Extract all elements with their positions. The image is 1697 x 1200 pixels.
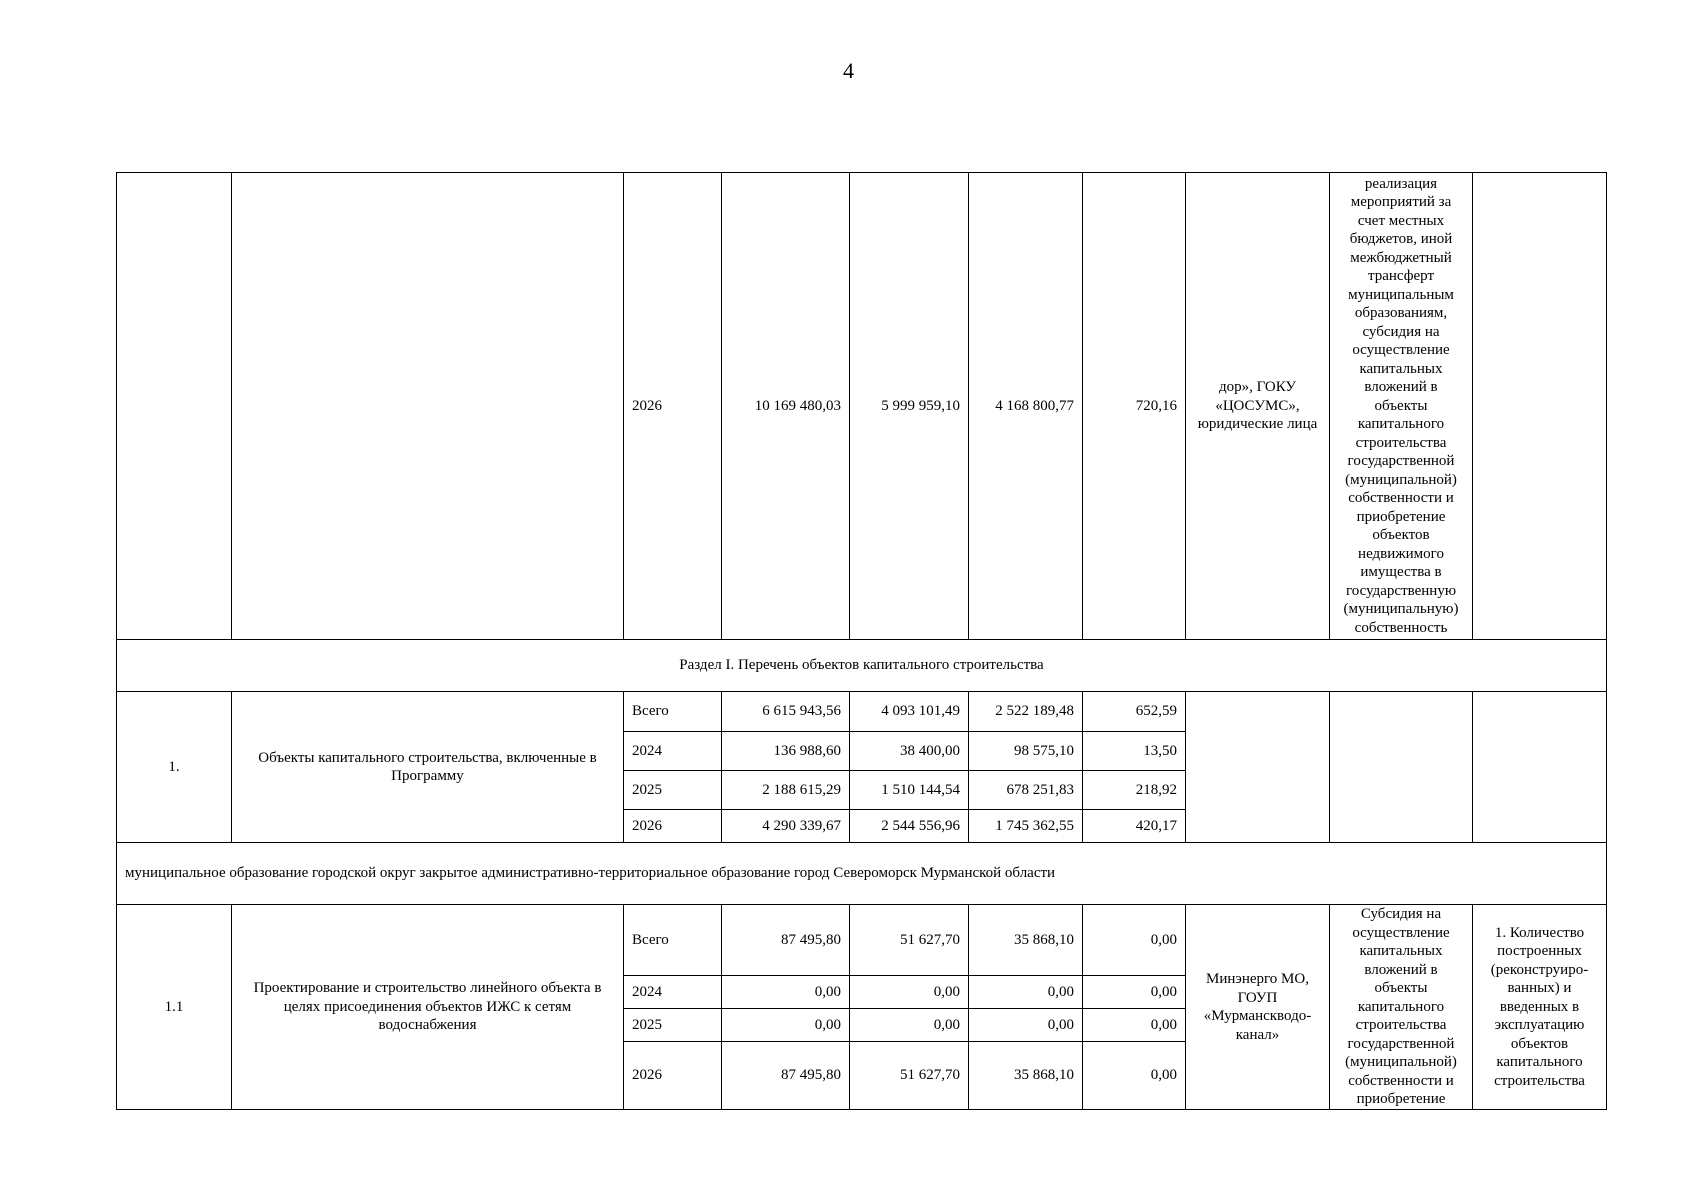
regional-cell: 1 745 362,55 — [969, 810, 1083, 843]
total-cell: 0,00 — [722, 976, 850, 1009]
indicator-cell — [1473, 173, 1607, 640]
federal-cell: 1 510 144,54 — [850, 771, 969, 810]
local-cell: 218,92 — [1083, 771, 1186, 810]
year-cell: Всего — [624, 692, 722, 732]
local-cell: 420,17 — [1083, 810, 1186, 843]
local-cell: 720,16 — [1083, 173, 1186, 640]
item-number: 1.1 — [117, 905, 232, 1110]
federal-cell: 0,00 — [850, 1009, 969, 1042]
federal-cell: 38 400,00 — [850, 732, 969, 771]
cell-empty-number — [117, 173, 232, 640]
municipality-title: муниципальное образование городской округ закрытое административно-территориальное образование город Североморск Мурманской области — [117, 843, 1607, 905]
continuation-row — [117, 173, 1607, 640]
total-cell: 6 615 943,56 — [722, 692, 850, 732]
direction-cell: реализация мероприятий за счет местных бюджетов, иной межбюджетный трансферт муниципальным образованиям, субсидия на осуществление капитальных вложений в объекты капитального строительства государственной (муниципальной) собственности и приобретение объектов недвижимого имущества в государственную (муниципальную) собственность — [1330, 173, 1473, 640]
local-cell: 0,00 — [1083, 905, 1186, 976]
federal-cell: 0,00 — [850, 976, 969, 1009]
table-row — [117, 905, 1607, 976]
direction-cell — [1330, 692, 1473, 843]
federal-cell: 2 544 556,96 — [850, 810, 969, 843]
regional-cell: 2 522 189,48 — [969, 692, 1083, 732]
local-cell: 13,50 — [1083, 732, 1186, 771]
regional-cell: 678 251,83 — [969, 771, 1083, 810]
direction-cell: Субсидия на осуществление капитальных вложений в объекты капитального строительства государственной (муниципальной) собственности и приобретение — [1330, 905, 1473, 1110]
executors-cell — [1186, 692, 1330, 843]
page-number: 4 — [843, 58, 854, 83]
regional-cell: 4 168 800,77 — [969, 173, 1083, 640]
year-cell: Всего — [624, 905, 722, 976]
local-cell: 0,00 — [1083, 976, 1186, 1009]
table-row — [117, 692, 1607, 732]
total-cell: 4 290 339,67 — [722, 810, 850, 843]
total-cell: 136 988,60 — [722, 732, 850, 771]
regional-cell: 0,00 — [969, 976, 1083, 1009]
program-table — [116, 172, 1607, 1110]
year-cell: 2024 — [624, 732, 722, 771]
cell-empty-name — [232, 173, 624, 640]
federal-cell: 51 627,70 — [850, 905, 969, 976]
municipality-row — [117, 843, 1607, 905]
regional-cell: 0,00 — [969, 1009, 1083, 1042]
year-cell: 2026 — [624, 810, 722, 843]
total-cell: 87 495,80 — [722, 1042, 850, 1110]
indicator-cell — [1473, 692, 1607, 843]
local-cell: 652,59 — [1083, 692, 1186, 732]
regional-cell: 35 868,10 — [969, 905, 1083, 976]
federal-cell: 5 999 959,10 — [850, 173, 969, 640]
regional-cell: 35 868,10 — [969, 1042, 1083, 1110]
year-cell: 2025 — [624, 1009, 722, 1042]
year-cell: 2024 — [624, 976, 722, 1009]
indicator-cell: 1. Количество построенных (реконструиро-ванных) и введенных в эксплуатацию объектов капитального строительства — [1473, 905, 1607, 1110]
year-cell: 2026 — [624, 173, 722, 640]
section-title: Раздел I. Перечень объектов капитального строительства — [117, 640, 1607, 692]
total-cell: 2 188 615,29 — [722, 771, 850, 810]
total-cell: 10 169 480,03 — [722, 173, 850, 640]
total-cell: 0,00 — [722, 1009, 850, 1042]
total-cell: 87 495,80 — [722, 905, 850, 976]
item-name: Объекты капитального строительства, включенные в Программу — [232, 692, 624, 843]
year-cell: 2026 — [624, 1042, 722, 1110]
executors-cell: дор», ГОКУ «ЦОСУМС», юридические лица — [1186, 173, 1330, 640]
section-row — [117, 640, 1607, 692]
local-cell: 0,00 — [1083, 1042, 1186, 1110]
item-number: 1. — [117, 692, 232, 843]
federal-cell: 4 093 101,49 — [850, 692, 969, 732]
local-cell: 0,00 — [1083, 1009, 1186, 1042]
item-name: Проектирование и строительство линейного объекта в целях присоединения объектов ИЖС к сетям водоснабжения — [232, 905, 624, 1110]
executors-cell: Минэнерго МО, ГОУП «Мурманскводо-канал» — [1186, 905, 1330, 1110]
federal-cell: 51 627,70 — [850, 1042, 969, 1110]
year-cell: 2025 — [624, 771, 722, 810]
regional-cell: 98 575,10 — [969, 732, 1083, 771]
